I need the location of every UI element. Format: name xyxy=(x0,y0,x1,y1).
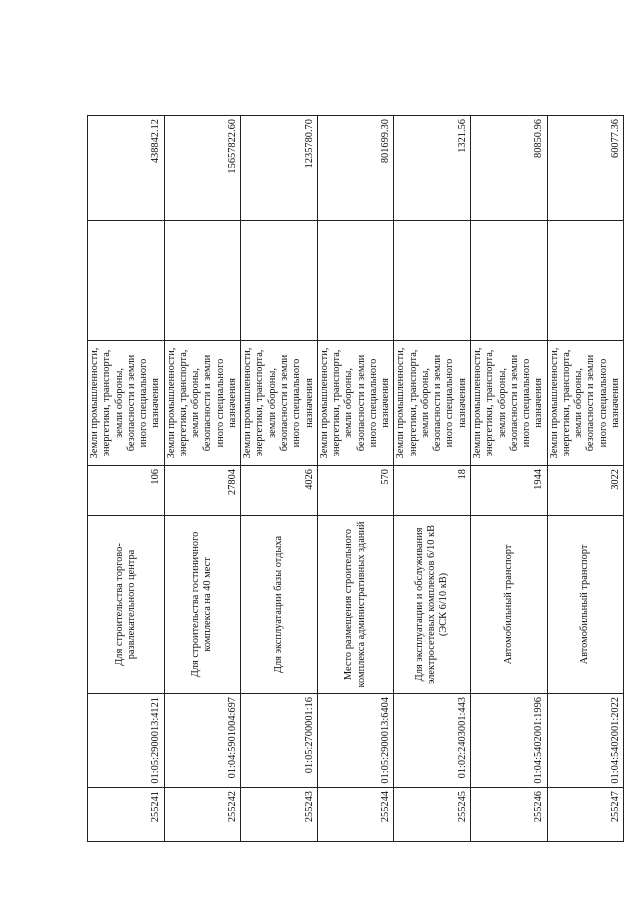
cadastral-value: 80850.96 xyxy=(470,116,547,221)
cadastral-number: 01:02:2403001:443 xyxy=(394,694,471,788)
area-value: 4026 xyxy=(241,466,318,516)
cadastral-value: 801699.30 xyxy=(317,116,394,221)
row-number: 255244 xyxy=(317,788,394,842)
permitted-use: Место размещения строительного комплекса административных зданий xyxy=(317,516,394,694)
permitted-use: Для эксплуатации базы отдыха xyxy=(241,516,318,694)
land-category: Земли промышленности, энергетики, транспорта, земли обороны, безопасности и земли иного специального назначения xyxy=(241,341,318,466)
cadastral-number: 01:05:2700001:16 xyxy=(241,694,318,788)
permitted-use: Для строительства торгово-развлекательного центра xyxy=(88,516,165,694)
table-row xyxy=(88,116,165,842)
land-category: Земли промышленности, энергетики, транспорта, земли обороны, безопасности и земли иного специального назначения xyxy=(317,341,394,466)
land-category: Земли промышленности, энергетики, транспорта, земли обороны, безопасности и земли иного специального назначения xyxy=(164,341,241,466)
cadastral-number: 01:04:5402001:2022 xyxy=(547,694,624,788)
land-category: Земли промышленности, энергетики, транспорта, земли обороны, безопасности и земли иного специального назначения xyxy=(547,341,624,466)
permitted-use: Автомобильный транспорт xyxy=(470,516,547,694)
table-row xyxy=(547,116,624,842)
row-number: 255247 xyxy=(547,788,624,842)
area-value: 27804 xyxy=(164,466,241,516)
cadastral-number: 01:04:5901004:697 xyxy=(164,694,241,788)
row-number: 255245 xyxy=(394,788,471,842)
cadastral-value: 15657822.60 xyxy=(164,116,241,221)
cadastral-number: 01:05:2900013:6404 xyxy=(317,694,394,788)
permitted-use: Автомобильный транспорт xyxy=(547,516,624,694)
area-value: 570 xyxy=(317,466,394,516)
empty-cell xyxy=(317,221,394,341)
cadastral-value: 438842.12 xyxy=(88,116,165,221)
cadastral-number: 01:04:5402001:1996 xyxy=(470,694,547,788)
empty-cell xyxy=(241,221,318,341)
table-row xyxy=(470,116,547,842)
table-row xyxy=(164,116,241,842)
row-number: 255241 xyxy=(88,788,165,842)
row-number: 255246 xyxy=(470,788,547,842)
empty-cell xyxy=(164,221,241,341)
cadastral-value: 60077.36 xyxy=(547,116,624,221)
land-plots-table xyxy=(87,115,624,842)
empty-cell xyxy=(88,221,165,341)
table-row xyxy=(394,116,471,842)
land-category: Земли промышленности, энергетики, транспорта, земли обороны, безопасности и земли иного специального назначения xyxy=(394,341,471,466)
row-number: 255242 xyxy=(164,788,241,842)
row-number: 255243 xyxy=(241,788,318,842)
cadastral-number: 01:05:2900013:4121 xyxy=(88,694,165,788)
table-row xyxy=(241,116,318,842)
area-value: 3022 xyxy=(547,466,624,516)
empty-cell xyxy=(470,221,547,341)
land-category: Земли промышленности, энергетики, транспорта, земли обороны, безопасности и земли иного специального назначения xyxy=(470,341,547,466)
cadastral-value: 1235780.70 xyxy=(241,116,318,221)
empty-cell xyxy=(394,221,471,341)
table-row xyxy=(317,116,394,842)
permitted-use: Для строительства гостиничного комплекса на 40 мест xyxy=(164,516,241,694)
land-category: Земли промышленности, энергетики, транспорта, земли обороны, безопасности и земли иного специального назначения xyxy=(88,341,165,466)
permitted-use: Для эксплуатации и обслуживания электросетевых комплексов 6/10 кВ (ЭСК 6/10 кВ) xyxy=(394,516,471,694)
area-value: 18 xyxy=(394,466,471,516)
empty-cell xyxy=(547,221,624,341)
area-value: 1944 xyxy=(470,466,547,516)
cadastral-value: 1321.56 xyxy=(394,116,471,221)
rotated-table-wrapper xyxy=(87,116,621,842)
area-value: 106 xyxy=(88,466,165,516)
